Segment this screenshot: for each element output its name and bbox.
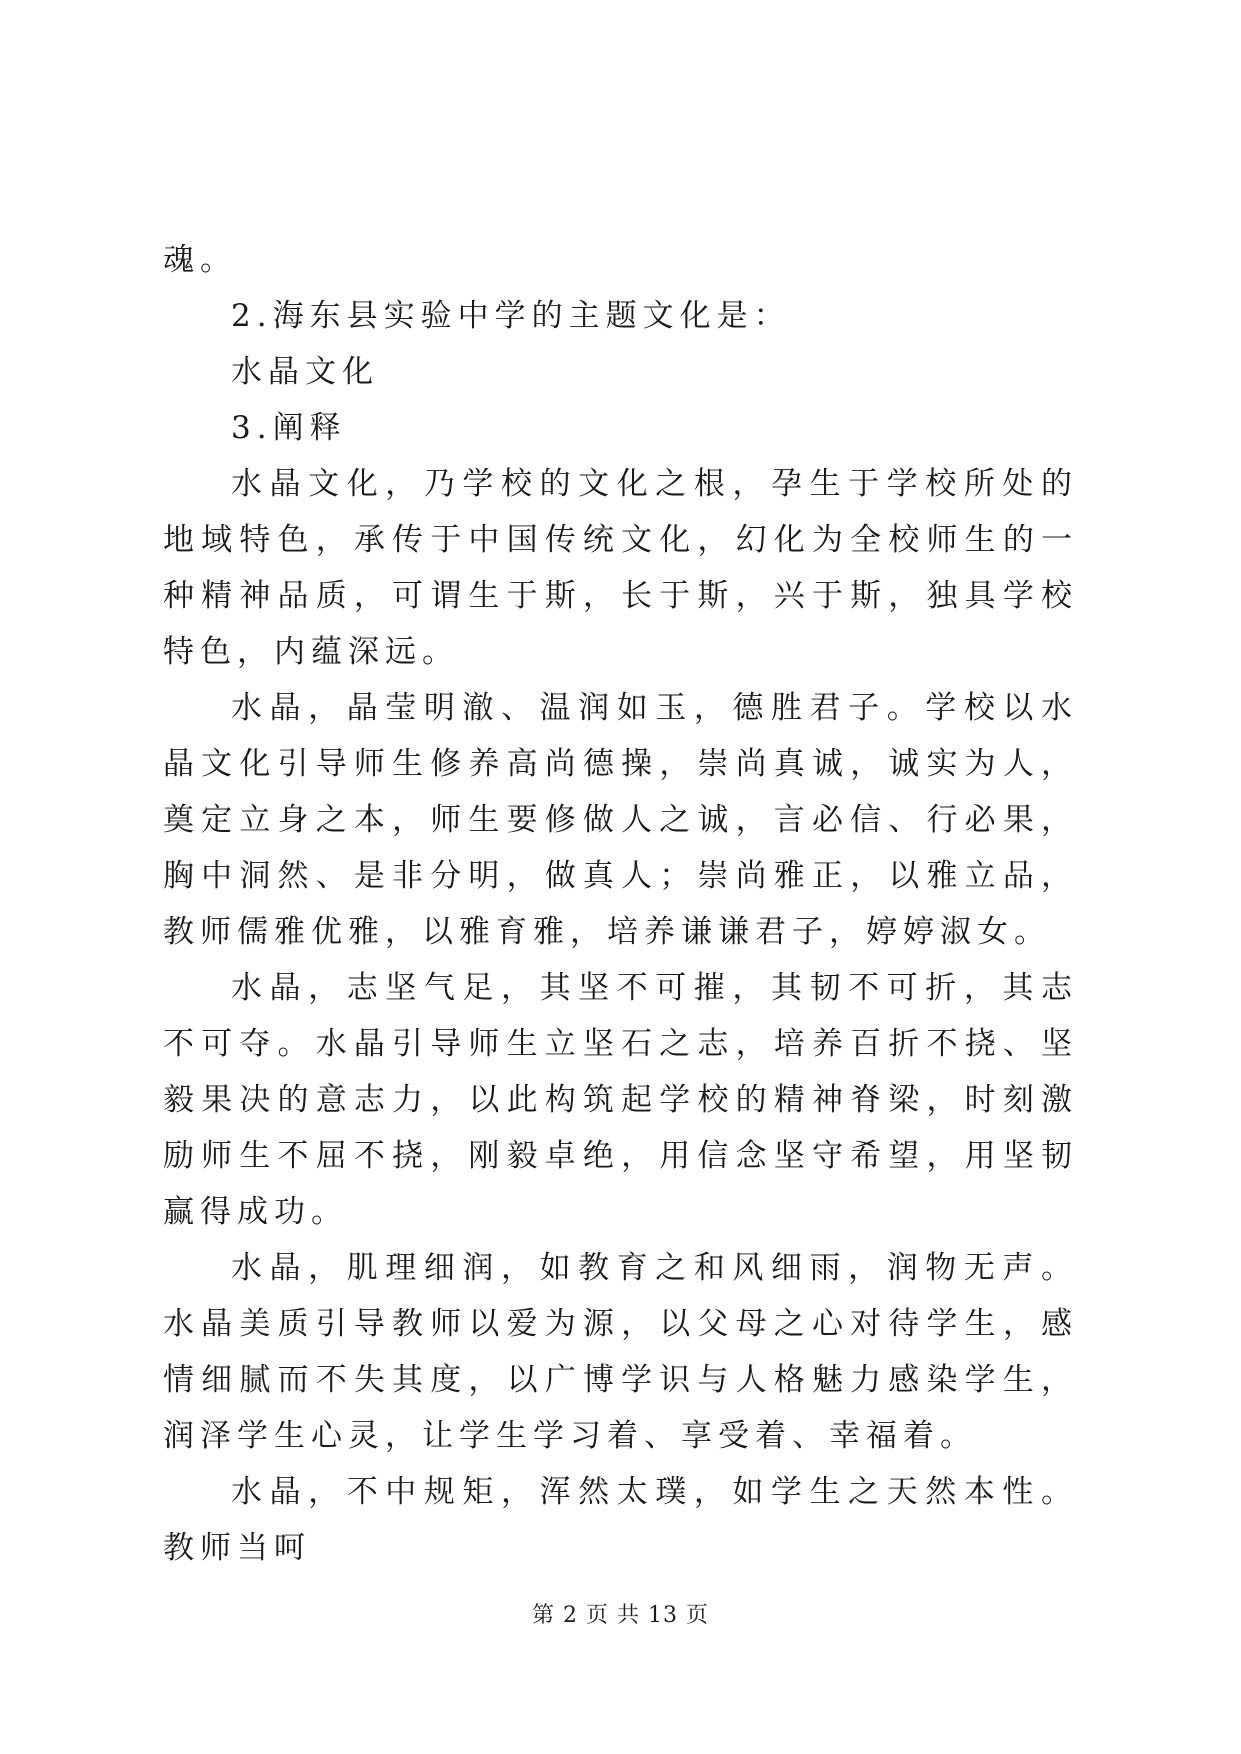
paragraph-5: 水晶文化，乃学校的文化之根，孕生于学校所处的地域特色，承传于中国传统文化，幻化为全校师生的一种精神品质，可谓生于斯，长于斯，兴于斯，独具学校特色，内蕴深远。 xyxy=(163,466,1078,670)
paragraph-9: 水晶，不中规矩，浑然太璞，如学生之天然本性。教师当呵 xyxy=(163,1474,1078,1566)
paragraph-7: 水晶，志坚气足，其坚不可摧，其韧不可折，其志不可夺。水晶引导师生立坚石之志，培养百折不挠、坚毅果决的意志力，以此构筑起学校的精神脊梁，时刻激励师生不屈不挠，刚毅卓绝，用信念坚守希望，用坚韧赢得成功。 xyxy=(163,970,1078,1230)
page-footer: 第 2 页 共 13 页 xyxy=(532,1603,709,1628)
paragraph-8: 水晶，肌理细润，如教育之和风细雨，润物无声。水晶美质引导教师以爱为源，以父母之心对待学生，感情细腻而不失其度，以广博学识与人格魅力感染学生，润泽学生心灵，让学生学习着、享受着、幸福着。 xyxy=(163,1250,1078,1454)
paragraph-4: 3.阐释 xyxy=(231,410,347,446)
paragraph-6: 水晶，晶莹明澈、温润如玉，德胜君子。学校以水晶文化引导师生修养高尚德操，崇尚真诚，诚实为人，奠定立身之本，师生要修做人之诚，言必信、行必果，胸中洞然、是非分明，做真人；崇尚雅正，以雅立品，教师儒雅优雅，以雅育雅，培养谦谦君子，婷婷淑女。 xyxy=(163,690,1078,950)
document-body xyxy=(163,232,1078,1576)
paragraph-1: 魂。 xyxy=(163,242,237,278)
paragraph-2: 2.海东县实验中学的主题文化是： xyxy=(231,298,791,334)
paragraph-3: 水晶文化 xyxy=(231,354,379,390)
